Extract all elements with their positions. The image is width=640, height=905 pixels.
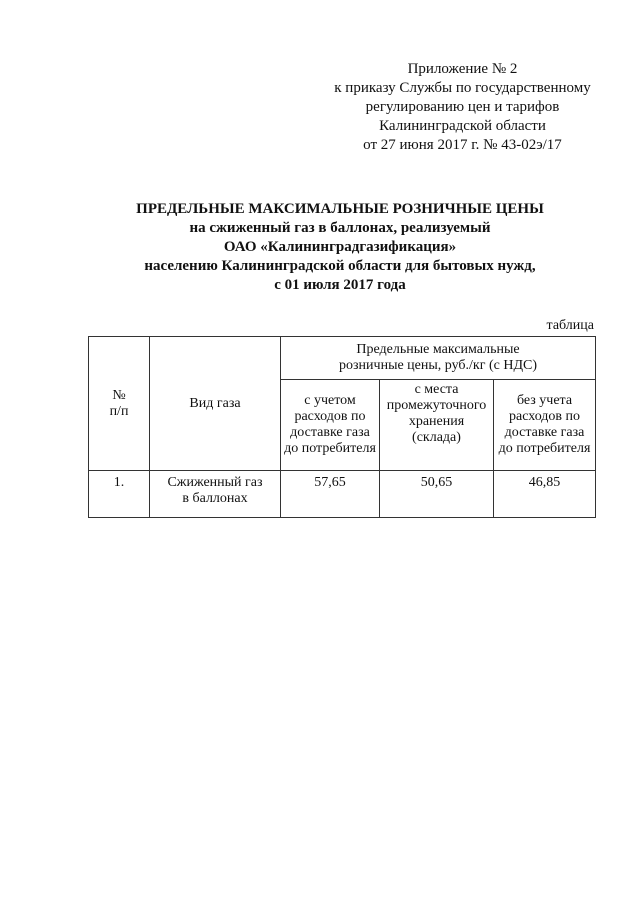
document-title [60,200,620,295]
header-gas-kind: Вид газа [150,337,281,471]
appendix-block [320,60,605,155]
header-number: № п/п [89,337,150,471]
price-from-warehouse: 50,65 [380,471,494,518]
row-number: 1. [89,471,150,518]
appendix-order-line: регулированию цен и тарифов [365,99,560,115]
header-with-delivery: с учетом расходов по доставке газа до потребителя [281,380,380,471]
price-without-delivery: 46,85 [494,471,596,518]
price-with-delivery: 57,65 [281,471,380,518]
title-line: ОАО «Калининградгазификация» [223,239,457,255]
row-gas-kind: Сжиженный газ в баллонах [150,471,281,518]
table-row [89,471,596,518]
title-line: ПРЕДЕЛЬНЫЕ МАКСИМАЛЬНЫЕ РОЗНИЧНЫЕ ЦЕНЫ [136,201,544,217]
header-price-group: Предельные максимальные розничные цены, руб./кг (с НДС) [281,337,596,380]
table-caption: таблица [546,318,594,333]
price-table [88,336,596,518]
title-line: населению Калининградской области для бытовых нужд, [144,258,536,274]
header-from-warehouse: с места промежуточного хранения (склада) [380,380,494,471]
appendix-title: Приложение № 2 [407,61,518,77]
title-line: с 01 июля 2017 года [274,277,406,293]
appendix-order-date: от 27 июня 2017 г. № 43-02э/17 [363,137,562,153]
appendix-order-line: Калининградской области [379,118,546,134]
appendix-order-line: к приказу Службы по государственному [334,80,591,96]
header-without-delivery: без учета расходов по доставке газа до потребителя [494,380,596,471]
title-line: на сжиженный газ в баллонах, реализуемый [189,220,491,236]
